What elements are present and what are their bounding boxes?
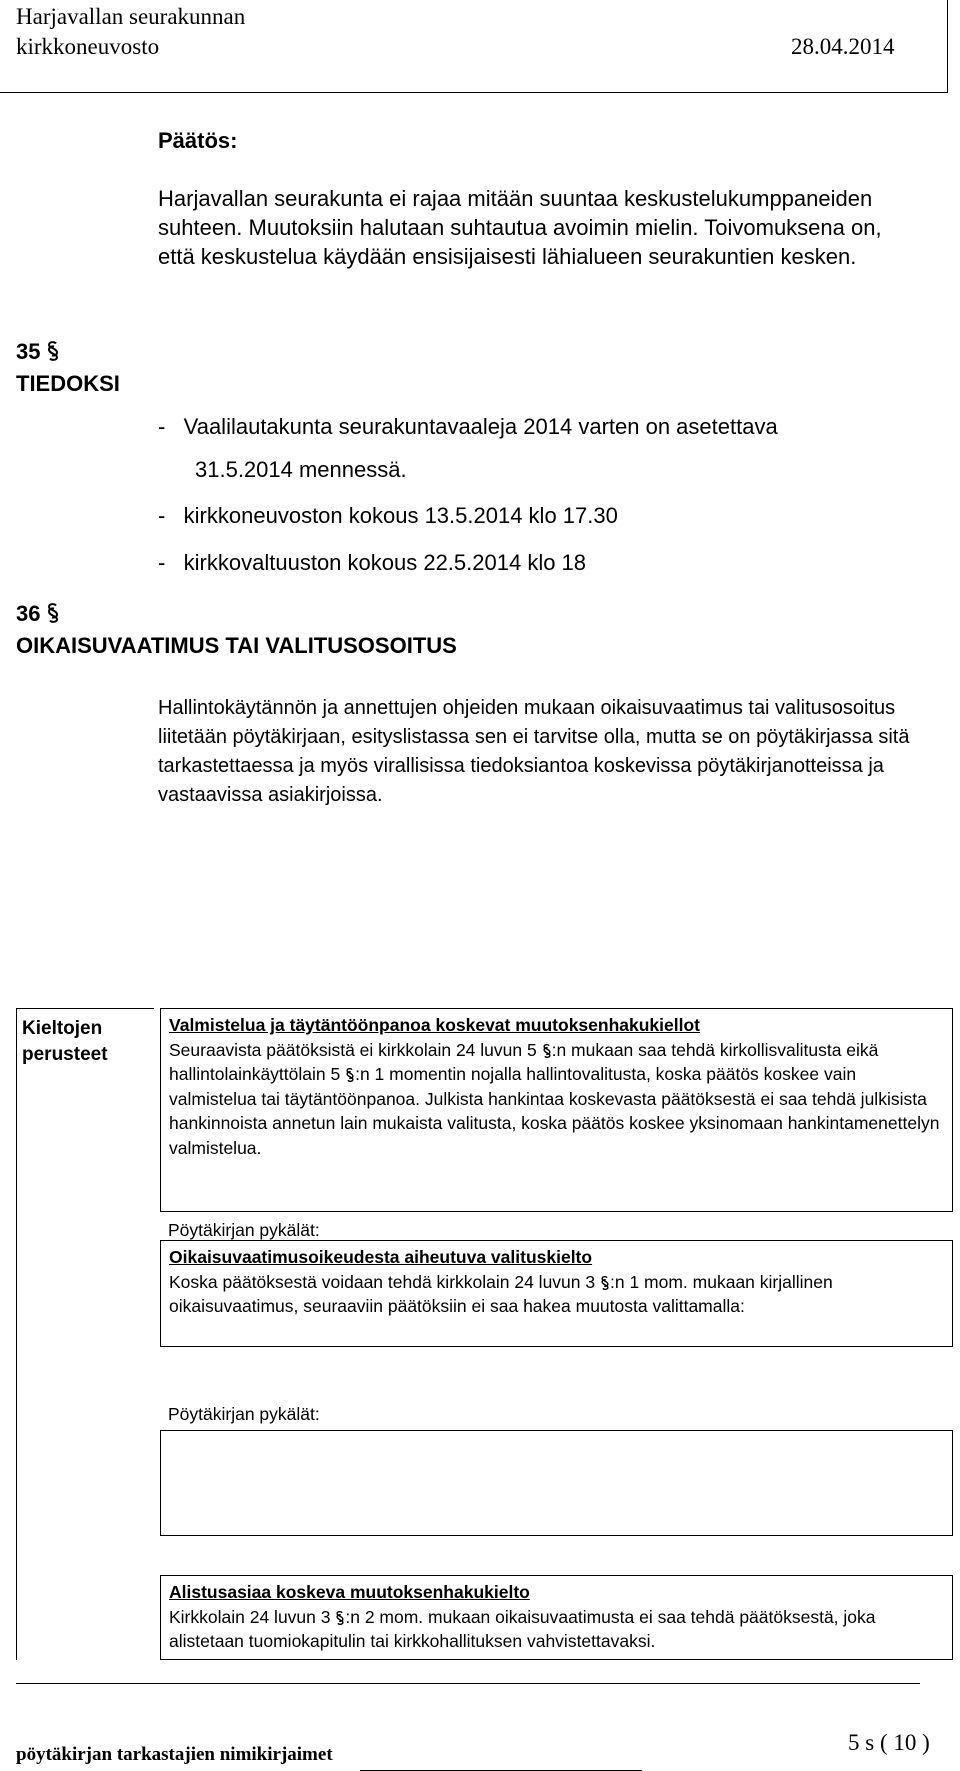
box-text: Kirkkolain 24 luvun 3 :n 2 mom. mukaan oikaisuvaatimusta ei saa tehdä päätöksestä, joka alistetaan tuomiokapitulin tai kirkkohallituksen vahvistettavaksi. [169, 1606, 876, 1651]
appeal-box-confirmation [160, 1575, 953, 1660]
minutes-sections-label: Pöytäkirjan pykälät: [168, 1220, 320, 1240]
header-body: kirkkoneuvosto [16, 34, 160, 59]
notice-item-text: Vaalilautakunta seurakuntavaaleja 2014 varten on asetettava [183, 414, 778, 439]
notice-item: - kirkkoneuvoston kokous 13.5.2014 klo 17.30 [158, 503, 618, 528]
box-title: Alistusasiaa koskeva muutoksenhakukielto [169, 1582, 530, 1602]
section-35-title: TIEDOKSI [16, 371, 120, 396]
header-org: Harjavallan seurakunnan [16, 4, 246, 29]
header-date: 28.04.2014 [791, 34, 895, 59]
appeal-box-preparation [160, 1008, 953, 1212]
notice-item-text: kirkkoneuvoston kokous 13.5.2014 klo 17.30 [183, 503, 618, 528]
section-number: 35 [16, 339, 41, 364]
section-sign-icon [542, 1043, 552, 1059]
decision-title: Päätös: [158, 128, 238, 153]
header-rule [0, 92, 948, 93]
section-36-heading [16, 601, 60, 627]
box-title: Valmistelua ja täytäntöönpanoa koskevat muutoksenhakukiellot [169, 1015, 700, 1035]
section-36-text: Hallintokäytännön ja annettujen ohjeiden mukaan oikaisuvaatimus tai valitusosoitus liitetään pöytäkirjaan, esityslistassa sen ei tarvitse olla, mutta se on pöytäkirjassa sitä tarkastettaessa ja myös virallisissa tiedoksiantoa koskevissa pöytäkirjanotteissa ja vastaavissa asiakirjoissa. [158, 697, 910, 806]
notice-item-continuation: 31.5.2014 mennessä. [195, 457, 407, 482]
notice-item: - kirkkovaltuuston kokous 22.5.2014 klo 18 [158, 550, 587, 575]
section-35-heading [16, 339, 60, 365]
appeal-box-empty [160, 1430, 953, 1536]
header-vertical-rule [947, 0, 948, 93]
box-title: Oikaisuvaatimusoikeudesta aiheutuva valituskielto [169, 1247, 593, 1267]
section-sign-icon [335, 1610, 345, 1626]
section-number: 36 [16, 601, 41, 626]
box-text: Seuraavista päätöksistä ei kirkkolain 24 luvun 5 :n mukaan saa tehdä kirkollisvalitusta eikä hallintolainkäyttölain 5 :n 1 momentin nojalla hallintovalitusta, koska päätös koskee vain valmistelua tai täytäntöönpanoa. Julkista hankintaa koskevasta päätöksestä ei saa tehdä julkisista hankinnoista annetun lain mukaista valitusta, koska päätös koskee yksinomaan hankintamenettelyn valmistelua. [169, 1039, 940, 1158]
table-label-line: perusteet [22, 1044, 108, 1065]
section-36-title: OIKAISUVAATIMUS TAI VALITUSOSOITUS [16, 633, 457, 658]
footer-label: pöytäkirjan tarkastajien nimikirjaimet [16, 1744, 333, 1765]
footer-rule [16, 1683, 920, 1684]
box-text: Koska päätöksestä voidaan tehdä kirkkolain 24 luvun 3 :n 1 mom. mukaan kirjallinen oikaisuvaatimus, seuraaviin päätöksiin ei saa hakea muutosta valittamalla: [169, 1271, 833, 1316]
section-sign-icon [600, 1275, 610, 1291]
table-left-rule [16, 1008, 17, 1660]
table-label [22, 1016, 108, 1068]
notice-item: - Vaalilautakunta seurakuntavaaleja 2014 varten on asetettava [158, 414, 778, 439]
section-sign-icon [345, 1067, 355, 1083]
section-sign-icon [46, 340, 60, 362]
table-label-line: Kieltojen [22, 1018, 103, 1039]
table-top-rule [16, 1008, 154, 1009]
minutes-sections-label: Pöytäkirjan pykälät: [168, 1404, 320, 1424]
section-sign-icon [46, 602, 60, 624]
decision-text: Harjavallan seurakunta ei rajaa mitään suuntaa keskustelukumppaneiden suhteen. Muutoksiin halutaan suhtautua avoimin mielin. Toivomuksena on, että keskustelua käydään ensisijaisesti lähialueen seurakuntien kesken. [158, 186, 882, 269]
notice-item-text: kirkkovaltuuston kokous 22.5.2014 klo 18 [183, 550, 587, 575]
appeal-box-rectification [160, 1240, 953, 1347]
page-number: 5 s ( 10 ) [848, 1730, 930, 1755]
